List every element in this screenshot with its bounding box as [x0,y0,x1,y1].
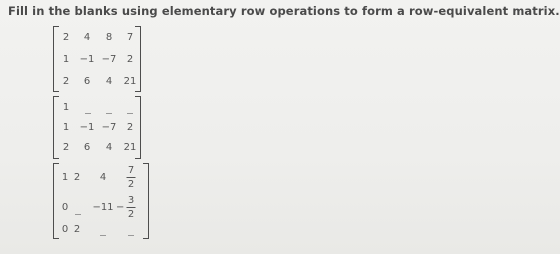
fraction-numerator: 7 [127,165,135,176]
matrix-entry: 1 [62,122,70,133]
fraction-bar [127,177,136,178]
matrix-entry: 21 [123,142,137,153]
matrix-entry: −1 [79,54,95,65]
fraction-entry [127,195,136,220]
matrix-entry: 4 [83,32,91,43]
matrix-entry: 2 [62,32,70,43]
matrix-entry: −11 [92,202,114,213]
fraction-denominator: 2 [127,179,135,190]
matrix-entry: 4 [105,142,113,153]
instruction-text: Fill in the blanks using elementary row operations to form a row-equivalent matrix. [8,4,560,18]
matrix-entry: 2 [73,172,81,183]
matrix-entry: 2 [126,122,134,133]
matrix-entry: 6 [83,76,91,87]
matrix-entry: 4 [99,172,107,183]
matrix-entry: 6 [83,142,91,153]
matrix-entry: 0 [61,224,69,235]
blank-entry[interactable] [100,235,106,236]
left-bracket [53,26,59,92]
matrix-entry: −7 [101,54,117,65]
blank-entry[interactable] [127,113,133,114]
negative-sign: − [116,202,125,213]
left-bracket [53,163,59,239]
fraction-denominator: 2 [127,209,135,220]
fraction-entry [127,165,136,190]
matrix-entry: 1 [62,102,70,113]
original-matrix [53,26,141,92]
matrix-entry: 2 [73,224,81,235]
blank-entry[interactable] [75,214,81,215]
fraction-numerator: 3 [127,195,135,206]
matrix-entry: 2 [126,54,134,65]
matrix-entry: 7 [126,32,134,43]
matrix-entry: −7 [101,122,117,133]
matrix-entry: 21 [123,76,137,87]
blank-entry[interactable] [85,113,91,114]
left-bracket [53,96,59,159]
matrix-entry: 1 [62,54,70,65]
fraction-bar [127,207,136,208]
row-equivalent-matrix-step-2 [53,163,149,239]
matrix-entry: 2 [62,76,70,87]
matrix-entry: 0 [61,202,69,213]
matrix-entry: 1 [61,172,69,183]
right-bracket [143,163,149,239]
matrix-entry: 2 [62,142,70,153]
matrix-entry: 8 [105,32,113,43]
blank-entry[interactable] [128,235,134,236]
matrix-entry: −1 [79,122,95,133]
matrix-entry: 4 [105,76,113,87]
row-equivalent-matrix-step-1 [53,96,141,159]
blank-entry[interactable] [106,113,112,114]
